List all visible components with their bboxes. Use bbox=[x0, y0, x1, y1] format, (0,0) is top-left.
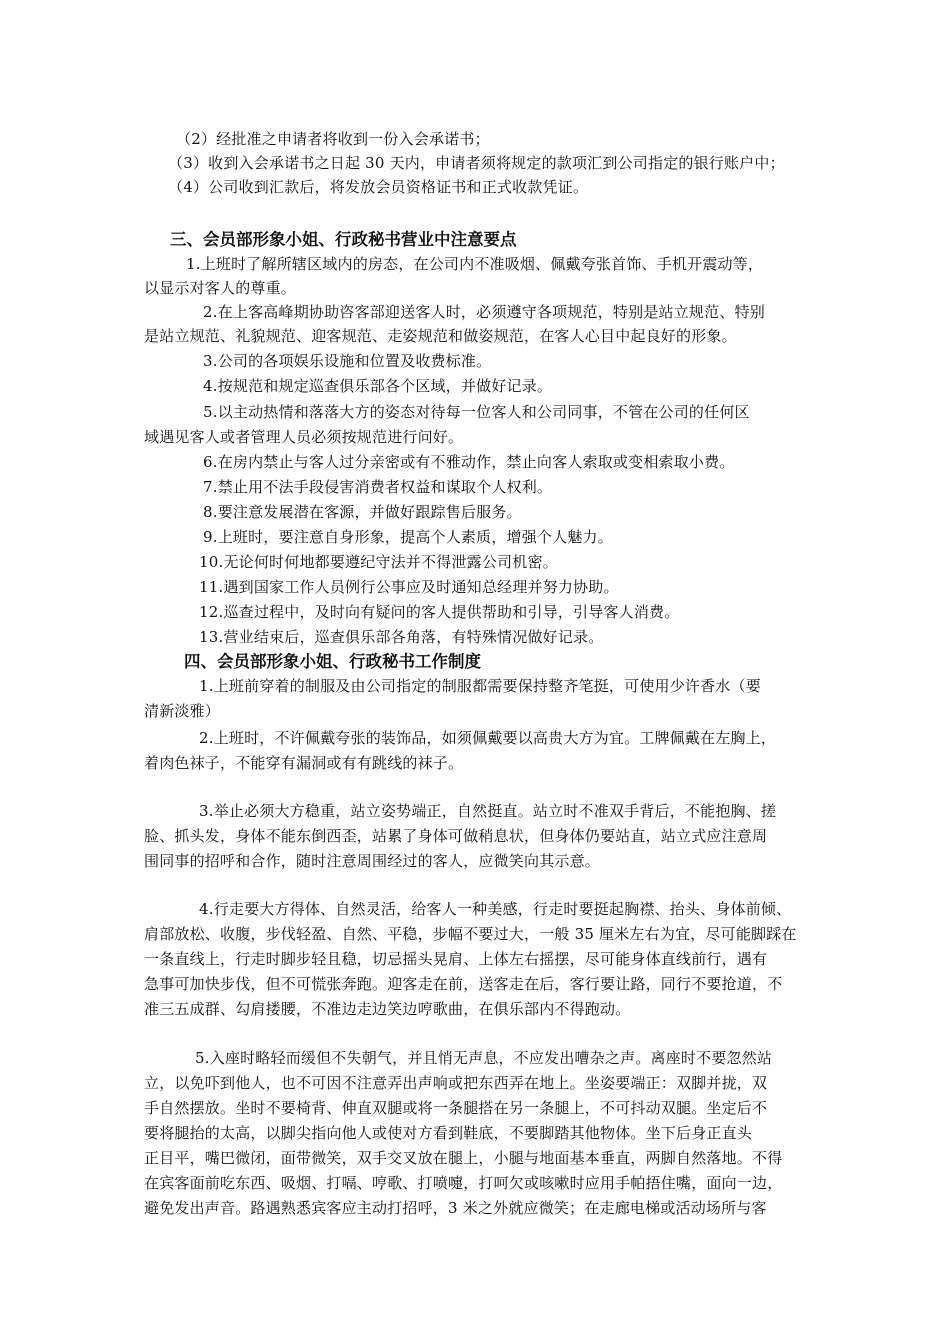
paragraph-line: 一条直线上，行走时脚步轻且稳，切忌摇头晃肩、上体左右摇摆，尽可能身体直线前行，遇有 bbox=[144, 950, 768, 968]
paragraph-line: 要将腿抬的太高，以脚尖指向他人或使对方看到鞋底，不要脚踏其他物体。坐下后身正直头 bbox=[144, 1124, 753, 1142]
paragraph-line: 6.在房内禁止与客人过分亲密或有不雅动作，禁止向客人索取或变相索取小费。 bbox=[203, 453, 735, 471]
paragraph-line: 5.入座时略轻而缓但不失朝气，并且悄无声息，不应发出嘈杂之声。离座时不要忽然站 bbox=[195, 1049, 773, 1067]
paragraph-line: 立，以免吓到他人，也不可因不注意弄出声响或把东西弄在地上。坐姿要端正：双脚并拢，双 bbox=[144, 1074, 768, 1092]
intro-line: （2）经批准之申请者将收到一份入会承诺书； bbox=[176, 130, 490, 148]
paragraph-line: 围同事的招呼和合作，随时注意周围经过的客人，应微笑向其示意。 bbox=[144, 852, 601, 870]
paragraph-line: 脸、抓头发，身体不能东倒西歪，站累了身体可做稍息状，但身体仍要站直，站立式应注意周 bbox=[144, 827, 768, 845]
paragraph-line: 以显示对客人的尊重。 bbox=[144, 279, 297, 297]
paragraph-line: 13.营业结束后，巡查俱乐部各角落，有特殊情况做好记录。 bbox=[199, 628, 604, 646]
paragraph-line: 是站立规范、礼貌规范、迎客规范、走姿规范和做姿规范，在客人心目中起良好的形象。 bbox=[144, 327, 737, 345]
paragraph-line: 准三五成群、勾肩搂腰，不准边走边笑边哼歌曲，在俱乐部内不得跑动。 bbox=[144, 1000, 631, 1018]
paragraph-line: 着肉色袜子，不能穿有漏洞或有有跳线的袜子。 bbox=[144, 754, 464, 772]
paragraph-line: 1.上班时了解所辖区域内的房态，在公司内不准吸烟、佩戴夸张首饰、手机开震动等， bbox=[186, 255, 764, 273]
paragraph-line: 急事可加快步伐，但不可慌张奔跑。迎客走在前，送客走在后，客行要让路，同行不要抢道，不 bbox=[144, 975, 783, 993]
intro-line: （4）公司收到汇款后，将发放会员资格证书和正式收款凭证。 bbox=[168, 178, 589, 196]
paragraph-line: 7.禁止用不法手段侵害消费者权益和谋取个人权利。 bbox=[203, 478, 553, 496]
paragraph-line: 4.按规范和规定巡查俱乐部各个区域，并做好记录。 bbox=[203, 377, 553, 395]
paragraph-line: 手自然摆放。坐时不要椅背、伸直双腿或将一条腿搭在另一条腿上，不可抖动双腿。坐定后不 bbox=[144, 1099, 768, 1117]
paragraph-line: 在宾客面前吃东西、吸烟、打嗝、哼歌、打喷嚏，打呵欠或咳嗽时应用手帕捂住嘴，面向一边， bbox=[144, 1174, 783, 1192]
intro-line: （3）收到入会承诺书之日起 30 天内，申请者须将规定的款项汇到公司指定的银行账户中； bbox=[168, 154, 785, 172]
paragraph-line: 11.遇到国家工作人员例行公事应及时通知总经理并努力协助。 bbox=[199, 578, 619, 596]
paragraph-line: 4.行走要大方得体、自然灵活，给客人一种美感，行走时要挺起胸襟、抬头、身体前倾、 bbox=[199, 900, 792, 918]
paragraph-line: 肩部放松、收腹，步伐轻盈、自然、平稳，步幅不要过大，一般 35 厘米左右为宜，尽可能脚踩在 bbox=[144, 925, 797, 943]
paragraph-line: 8.要注意发展潜在客源，并做好跟踪售后服务。 bbox=[203, 503, 522, 521]
paragraph-line: 避免发出声音。路遇熟悉宾客应主动打招呼，3 米之外就应微笑；在走廊电梯或活动场所与客 bbox=[144, 1199, 767, 1217]
paragraph-line: 清新淡雅） bbox=[144, 702, 221, 720]
paragraph-line: 2.在上客高峰期协助咨客部迎送客人时，必须遵守各项规范，特别是站立规范、特别 bbox=[203, 303, 765, 321]
paragraph-line: 1.上班前穿着的制服及由公司指定的制服都需要保持整齐笔挺，可使用少许香水（要 bbox=[199, 677, 761, 695]
paragraph-line: 9.上班时，要注意自身形象，提高个人素质，增强个人魅力。 bbox=[203, 528, 613, 546]
section-heading: 三、会员部形象小姐、行政秘书营业中注意要点 bbox=[170, 230, 517, 249]
paragraph-line: 域遇见客人或者管理人员必须按规范进行问好。 bbox=[144, 428, 464, 446]
paragraph-line: 3.举止必须大方稳重，站立姿势端正，自然挺直。站立时不准双手背后，不能抱胸、搓 bbox=[199, 802, 777, 820]
paragraph-line: 3.公司的各项娱乐设施和位置及收费标准。 bbox=[203, 352, 492, 370]
section-heading: 四、会员部形象小姐、行政秘书工作制度 bbox=[184, 652, 481, 671]
paragraph-line: 正目平，嘴巴微闭，面带微笑，双手交叉放在腿上，小腿与地面基本垂直，两脚自然落地。不得 bbox=[144, 1149, 783, 1167]
paragraph-line: 10.无论何时何地都要遵纪守法并不得泄露公司机密。 bbox=[199, 553, 558, 571]
paragraph-line: 5.以主动热情和落落大方的姿态对待每一位客人和公司同事，不管在公司的任何区 bbox=[203, 403, 750, 421]
paragraph-line: 2.上班时，不许佩戴夸张的装饰品，如须佩戴要以高贵大方为宜。工牌佩戴在左胸上， bbox=[199, 729, 777, 747]
paragraph-line: 12.巡查过程中，及时向有疑问的客人提供帮助和引导，引导客人消费。 bbox=[199, 603, 680, 621]
